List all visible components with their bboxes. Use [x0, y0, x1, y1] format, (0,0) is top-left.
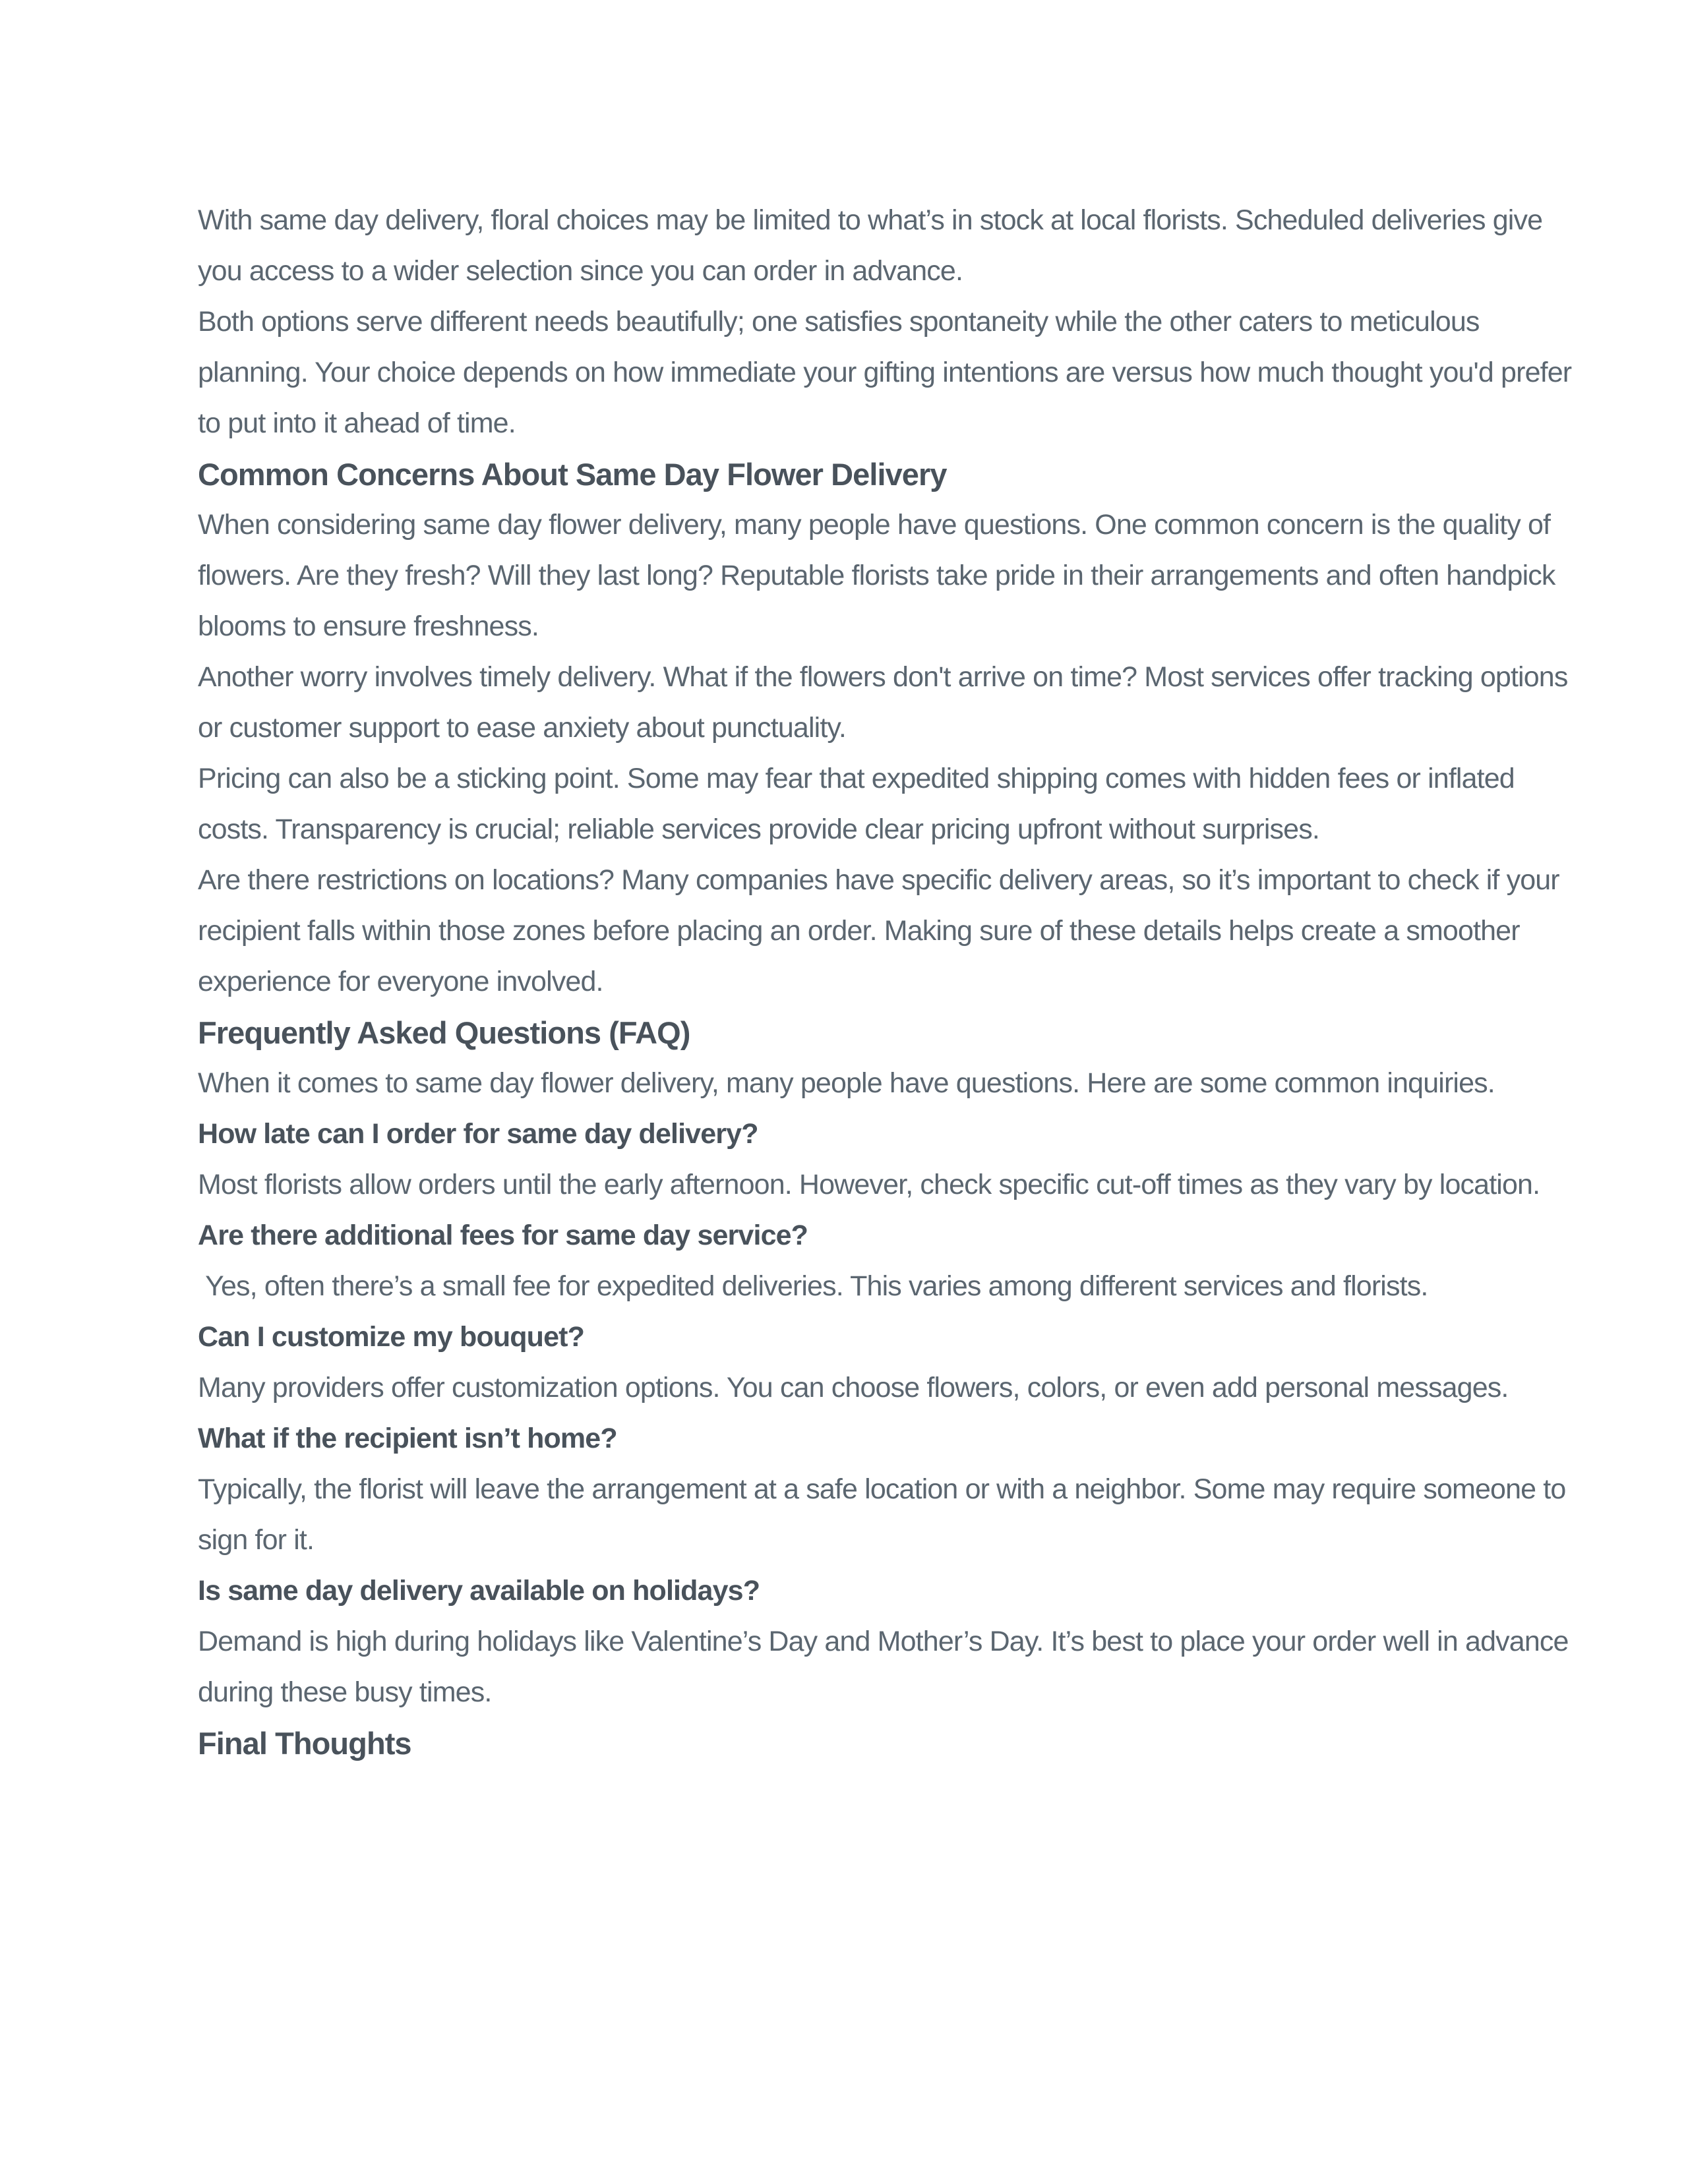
heading-final-thoughts: Final Thoughts: [198, 1726, 411, 1761]
paragraph-pricing: Pricing can also be a sticking point. Some may fear that expedited shipping comes with hidden fees or inflated costs. Transparency is crucial; reliable services provide clear pricing upfront without surprises.: [198, 763, 1522, 845]
faq-question-additional-fees: Are there additional fees for same day service?: [198, 1220, 808, 1251]
heading-common-concerns: Common Concerns About Same Day Flower Delivery: [198, 457, 947, 492]
faq-question-customize-bouquet: Can I customize my bouquet?: [198, 1321, 585, 1353]
faq-question-how-late: How late can I order for same day delivery?: [198, 1118, 758, 1150]
faq-question-holidays: Is same day delivery available on holidays?: [198, 1575, 760, 1607]
paragraph-faq-intro: When it comes to same day flower delivery, many people have questions. Here are some common inquiries.: [198, 1067, 1495, 1099]
paragraph-quality-concern: When considering same day flower delivery, many people have questions. One common concern is the quality of flowers. Are they fresh? Will they last long? Reputable florists take pride in their arrangements and often handpick blooms to ensure freshness.: [198, 509, 1563, 642]
paragraph-timely-delivery: Another worry involves timely delivery. What if the flowers don't arrive on time? Most services offer tracking options or customer support to ease anxiety about punctuality.: [198, 661, 1575, 744]
faq-answer-recipient-not-home: Typically, the florist will leave the arrangement at a safe location or with a neighbor. Some may require someone to sign for it.: [198, 1473, 1573, 1556]
document-content: [198, 195, 1589, 1769]
faq-question-recipient-not-home: What if the recipient isn’t home?: [198, 1423, 617, 1454]
faq-answer-how-late: Most florists allow orders until the early afternoon. However, check specific cut-off times as they vary by location.: [198, 1169, 1540, 1200]
faq-answer-customize-bouquet: Many providers offer customization options. You can choose flowers, colors, or even add personal messages.: [198, 1372, 1509, 1403]
faq-answer-holidays: Demand is high during holidays like Valentine’s Day and Mother’s Day. It’s best to place your order well in advance during these busy times.: [198, 1626, 1576, 1708]
faq-answer-additional-fees: Yes, often there’s a small fee for expedited deliveries. This varies among different services and florists.: [198, 1270, 1428, 1302]
paragraph-location-restrictions: Are there restrictions on locations? Many companies have specific delivery areas, so it’s important to check if your recipient falls within those zones before placing an order. Making sure of these details helps create a smoother experience for everyone involved.: [198, 864, 1567, 997]
paragraph-delivery-selection: With same day delivery, floral choices may be limited to what’s in stock at local florists. Scheduled deliveries give you access to a wider selection since you can order in advance.: [198, 204, 1550, 287]
paragraph-both-options: Both options serve different needs beautifully; one satisfies spontaneity while the other caters to meticulous planning. Your choice depends on how immediate your gifting intentions are versus how much thought you'd prefer to put into it ahead of time.: [198, 306, 1579, 439]
heading-faq: Frequently Asked Questions (FAQ): [198, 1015, 690, 1050]
